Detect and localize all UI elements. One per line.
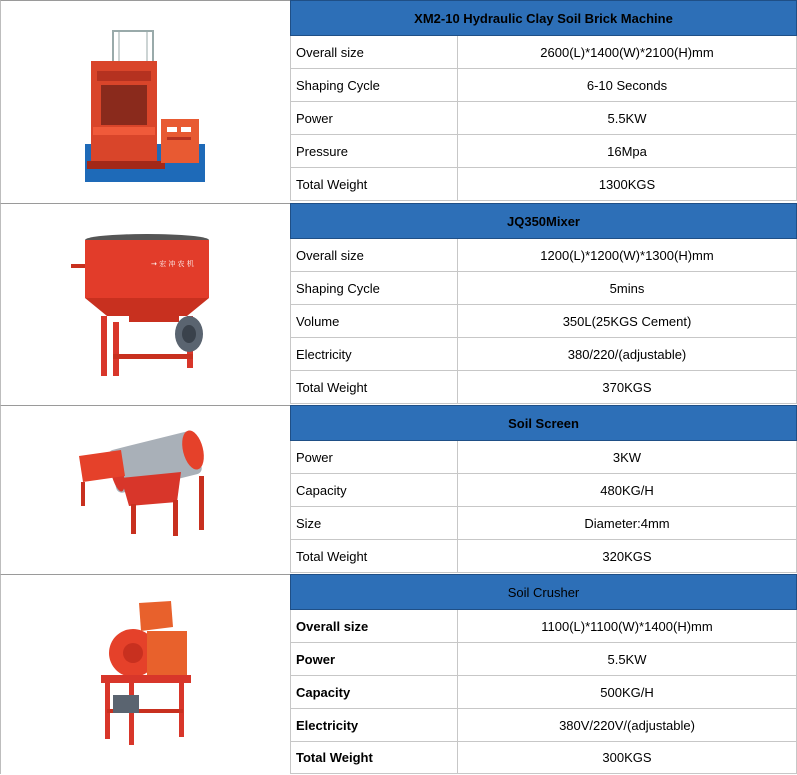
spec-label: Total Weight bbox=[290, 742, 458, 774]
spec-row bbox=[290, 371, 797, 404]
spec-value: 300KGS bbox=[458, 742, 797, 774]
spec-row bbox=[290, 540, 797, 573]
spec-label: Electricity bbox=[290, 338, 458, 371]
spec-value: 5mins bbox=[458, 272, 797, 305]
machine-block-brick-machine bbox=[0, 0, 797, 203]
spec-label: Size bbox=[290, 507, 458, 540]
spec-row bbox=[290, 709, 797, 742]
spec-row bbox=[290, 338, 797, 371]
spec-value: 16Mpa bbox=[458, 135, 797, 168]
section-header: Soil Screen bbox=[290, 405, 797, 441]
spec-label: Pressure bbox=[290, 135, 458, 168]
spec-value: 1100(L)*1100(W)*1400(H)mm bbox=[458, 610, 797, 643]
spec-row bbox=[290, 643, 797, 676]
section-header: Soil Crusher bbox=[290, 574, 797, 610]
spec-row bbox=[290, 742, 797, 774]
spec-value: 3KW bbox=[458, 441, 797, 474]
spec-value: 380V/220V/(adjustable) bbox=[458, 709, 797, 742]
spec-value: 5.5KW bbox=[458, 643, 797, 676]
spec-value: 380/220/(adjustable) bbox=[458, 338, 797, 371]
spec-label: Overall size bbox=[290, 610, 458, 643]
section-header: JQ350Mixer bbox=[290, 203, 797, 239]
spec-label: Capacity bbox=[290, 676, 458, 709]
image-cell bbox=[0, 0, 290, 203]
spec-row bbox=[290, 610, 797, 643]
spec-value: 480KG/H bbox=[458, 474, 797, 507]
spec-label: Overall size bbox=[290, 36, 458, 69]
spec-value: 1300KGS bbox=[458, 168, 797, 201]
spec-label: Overall size bbox=[290, 239, 458, 272]
spec-label: Power bbox=[290, 441, 458, 474]
spec-value: 500KG/H bbox=[458, 676, 797, 709]
spec-value: 2600(L)*1400(W)*2100(H)mm bbox=[458, 36, 797, 69]
spec-row bbox=[290, 474, 797, 507]
spec-label: Total Weight bbox=[290, 371, 458, 404]
spec-value: 6-10 Seconds bbox=[458, 69, 797, 102]
spec-value: 1200(L)*1200(W)*1300(H)mm bbox=[458, 239, 797, 272]
spec-row bbox=[290, 239, 797, 272]
spec-label: Capacity bbox=[290, 474, 458, 507]
soil-crusher-image bbox=[1, 575, 291, 775]
spec-label: Shaping Cycle bbox=[290, 69, 458, 102]
spec-label: Volume bbox=[290, 305, 458, 338]
spec-row bbox=[290, 676, 797, 709]
mixer-image bbox=[1, 204, 291, 406]
spec-row bbox=[290, 305, 797, 338]
spec-row bbox=[290, 441, 797, 474]
machine-block-soil-screen bbox=[0, 405, 797, 574]
spec-value: 5.5KW bbox=[458, 102, 797, 135]
spec-label: Shaping Cycle bbox=[290, 272, 458, 305]
spec-value: 320KGS bbox=[458, 540, 797, 573]
spec-value: 370KGS bbox=[458, 371, 797, 404]
image-cell bbox=[0, 203, 290, 405]
spec-row bbox=[290, 168, 797, 201]
image-cell bbox=[0, 405, 290, 574]
machine-block-soil-crusher bbox=[0, 574, 797, 774]
spec-row bbox=[290, 507, 797, 540]
spec-value: Diameter:4mm bbox=[458, 507, 797, 540]
spec-row bbox=[290, 36, 797, 69]
spec-row bbox=[290, 272, 797, 305]
spec-label: Power bbox=[290, 102, 458, 135]
svg-text:→ 宏 冲 农 机: → 宏 冲 农 机 bbox=[151, 260, 194, 268]
spec-row bbox=[290, 102, 797, 135]
soil-screen-image bbox=[1, 406, 291, 575]
spec-label: Total Weight bbox=[290, 168, 458, 201]
spec-value: 350L(25KGS Cement) bbox=[458, 305, 797, 338]
brick-machine-image bbox=[1, 1, 291, 204]
image-cell bbox=[0, 574, 290, 774]
spec-row bbox=[290, 135, 797, 168]
spec-row bbox=[290, 69, 797, 102]
spec-label: Power bbox=[290, 643, 458, 676]
spec-label: Total Weight bbox=[290, 540, 458, 573]
section-header: XM2-10 Hydraulic Clay Soil Brick Machine bbox=[290, 0, 797, 36]
machine-block-mixer bbox=[0, 203, 797, 405]
spec-label: Electricity bbox=[290, 709, 458, 742]
